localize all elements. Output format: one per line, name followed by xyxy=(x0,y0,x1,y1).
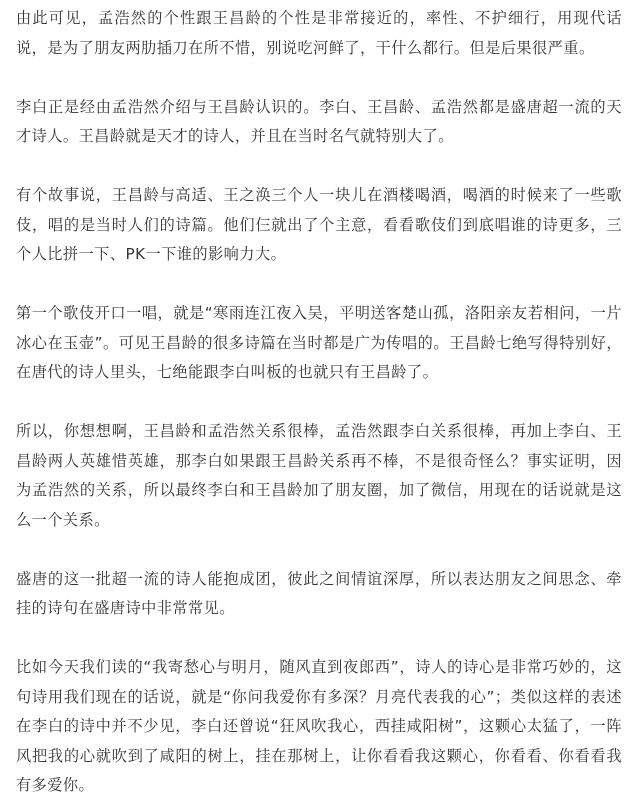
paragraph-4: 第一个歌伎开口一唱，就是“寒雨连江夜入吴，平明送客楚山孤，洛阳亲友若相问，一片冰心在玉壶”。可见王昌龄的很多诗篇在当时都是广为传唱的。王昌龄七绝写得特别好，在唐代的诗人里头，七绝能跟李白叫板的也就只有王昌龄了。 xyxy=(16,304,622,381)
paragraph-5: 所以，你想想啊，王昌龄和孟浩然关系很棒，孟浩然跟李白关系很棒，再加上李白、王昌龄两人英雄惜英雄，那李白如果跟王昌龄关系再不棒，不是很奇怪么？事实证明，因为孟浩然的关系，所以最终李白和王昌龄加了朋友圈，加了微信，用现在的话说就是这么一个关系。 xyxy=(16,422,622,529)
article-body xyxy=(16,4,622,801)
paragraph-6: 盛唐的这一批超一流的诗人能抱成团，彼此之间情谊深厚，所以表达朋友之间思念、牵挂的诗句在盛唐诗中非常常见。 xyxy=(16,569,622,617)
paragraph-1: 由此可见，孟浩然的个性跟王昌龄的个性是非常接近的，率性、不护细行，用现代话说，是为了朋友两肋插刀在所不惜，别说吃河鲜了，干什么都行。但是后果很严重。 xyxy=(16,9,622,57)
paragraph-3: 有个故事说，王昌龄与高适、王之涣三个人一块儿在酒楼喝酒，喝酒的时候来了一些歌伎，唱的是当时人们的诗篇。他们仨就出了个主意，看看歌伎们到底唱谁的诗更多，三个人比拼一下、PK一下谁的影响力大。 xyxy=(16,186,622,263)
paragraph-2: 李白正是经由孟浩然介绍与王昌龄认识的。李白、王昌龄、孟浩然都是盛唐超一流的天才诗人。王昌龄就是天才的诗人，并且在当时名气就特别大了。 xyxy=(16,97,622,145)
paragraph-7: 比如今天我们读的“我寄愁心与明月，随风直到夜郎西”，诗人的诗心是非常巧妙的，这句诗用我们现在的话说，就是“你问我爱你有多深？月亮代表我的心”；类似这样的表述在李白的诗中并不少见，李白还曾说“狂风吹我心，西挂咸阳树”，这颗心太猛了，一阵风把我的心就吹到了咸阳的树上，挂在那树上，让你看看我这颗心，你看看、你看看我有多爱你。 xyxy=(16,658,622,794)
